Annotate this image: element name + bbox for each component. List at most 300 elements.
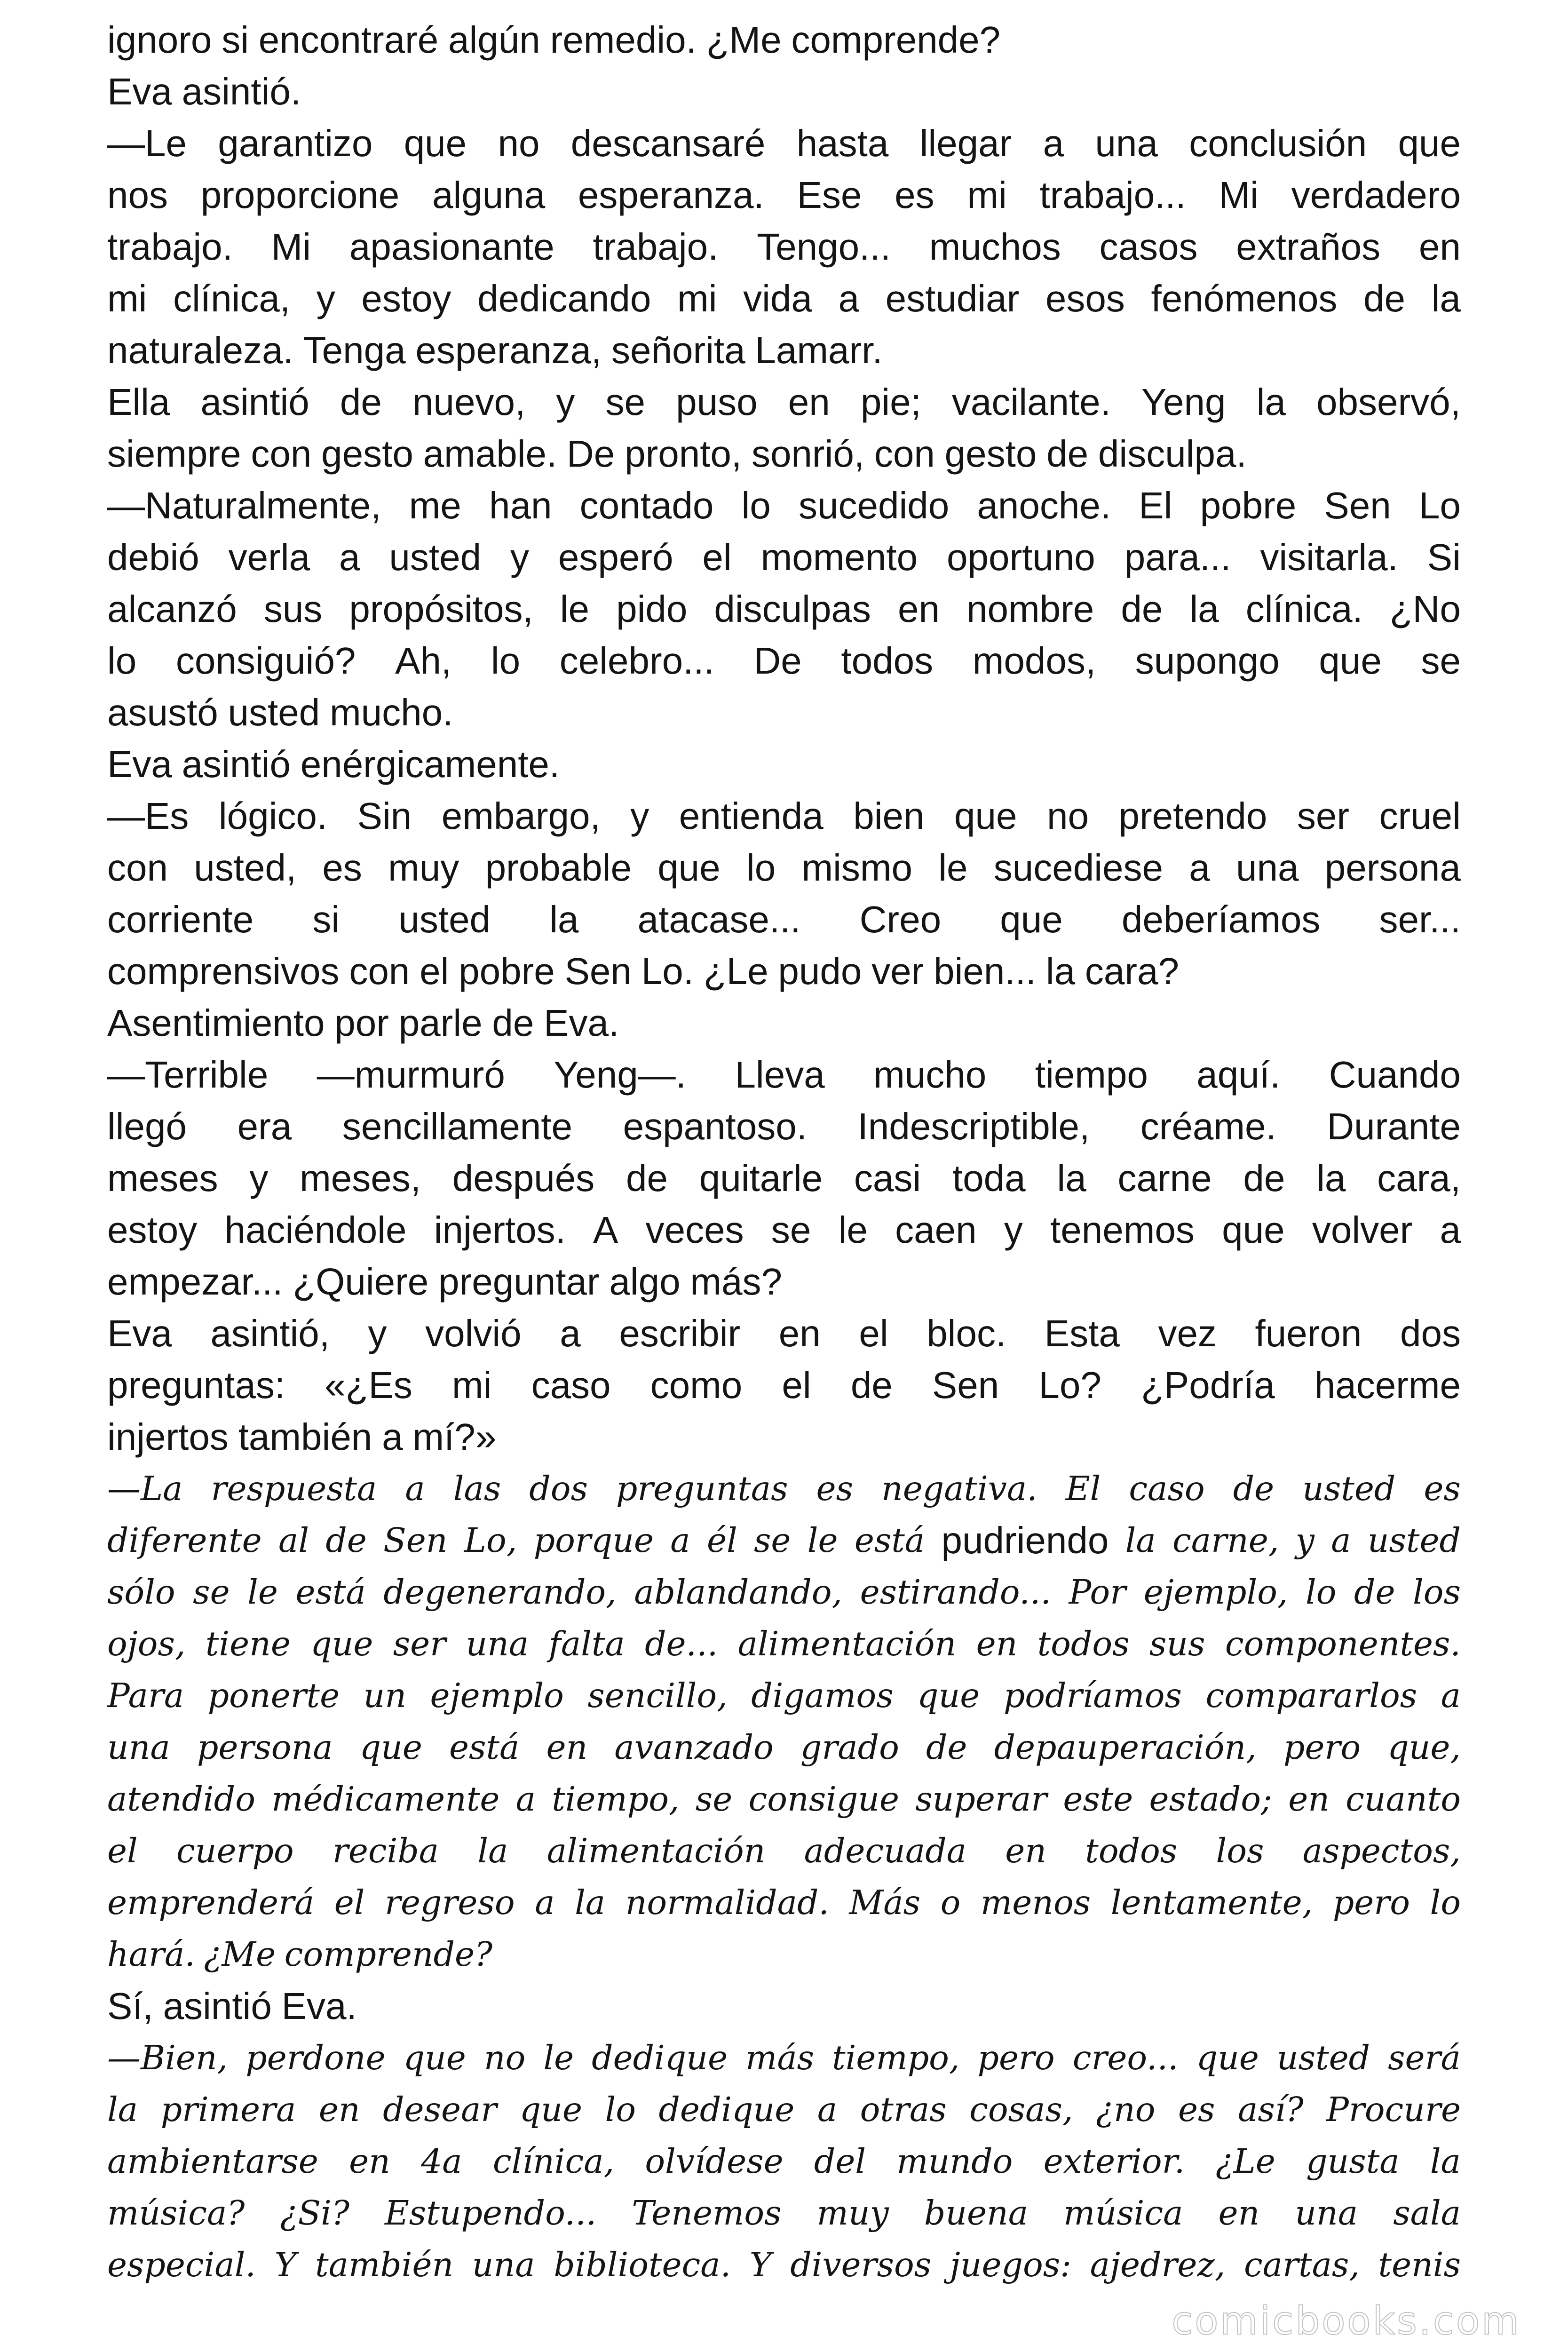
text-line xyxy=(107,2187,1461,2239)
word: De xyxy=(753,640,802,682)
text-line xyxy=(107,1515,1461,1566)
word: de xyxy=(926,1728,967,1767)
word: de xyxy=(1233,1469,1275,1508)
document-page xyxy=(107,14,1461,2291)
word: que xyxy=(1000,898,1063,940)
word: con xyxy=(251,433,312,475)
word: de xyxy=(492,1002,534,1044)
word: lógico. xyxy=(218,795,328,837)
word: El xyxy=(1139,485,1172,526)
word: bien... xyxy=(934,950,1037,992)
word: Eva. xyxy=(544,1002,619,1044)
word: o xyxy=(940,1883,961,1922)
word: normalidad. xyxy=(625,1883,829,1922)
text-line xyxy=(107,842,1461,894)
word: espantoso. xyxy=(623,1105,807,1147)
word: está xyxy=(854,1521,925,1560)
text-line xyxy=(107,946,1461,997)
word: Mi xyxy=(271,226,311,268)
text-line xyxy=(107,2032,1461,2084)
word: se xyxy=(753,1521,791,1560)
word: sucedido xyxy=(798,485,950,526)
word: muchos xyxy=(929,226,1061,268)
word: a xyxy=(339,536,360,578)
word: a xyxy=(560,1312,581,1354)
word: estoy xyxy=(361,278,451,319)
word: alimentación xyxy=(546,1831,766,1870)
word: reciba xyxy=(332,1831,439,1870)
text-line xyxy=(107,583,1461,635)
word: este xyxy=(1063,1780,1133,1819)
word: aquí. xyxy=(1196,1054,1281,1096)
word: volver xyxy=(1312,1209,1413,1251)
word: algo xyxy=(609,1261,681,1303)
word: que xyxy=(917,1676,980,1715)
word: Tengo... xyxy=(757,226,891,268)
word: De xyxy=(567,433,615,475)
word: falta xyxy=(548,1624,625,1663)
word: ver xyxy=(871,950,924,992)
word: llegar xyxy=(919,122,1012,164)
word: le xyxy=(247,1573,278,1612)
word: de xyxy=(1354,1573,1395,1612)
word: y xyxy=(510,536,529,578)
word: Eva. xyxy=(281,1985,357,2027)
text-line xyxy=(107,894,1461,946)
word: el xyxy=(782,1364,811,1406)
word: casos xyxy=(1099,226,1198,268)
word: a xyxy=(382,1416,403,1458)
word: en xyxy=(349,2142,390,2181)
word: tiempo, xyxy=(832,2038,960,2077)
word: de... xyxy=(645,1624,718,1663)
word: una xyxy=(1095,122,1158,164)
word: y xyxy=(1295,1521,1315,1560)
word: es xyxy=(1424,1469,1461,1508)
text-line xyxy=(107,532,1461,583)
text-line xyxy=(107,2136,1461,2187)
word: trabajo. xyxy=(107,226,233,268)
word: consiguió? xyxy=(175,640,356,682)
word: está xyxy=(449,1728,520,1767)
word: lo xyxy=(107,640,137,682)
word: a xyxy=(515,1780,536,1819)
word: pudo xyxy=(778,950,862,992)
word: le xyxy=(560,588,590,630)
text-line xyxy=(107,790,1461,842)
word: Eva xyxy=(107,1312,172,1354)
word: supongo xyxy=(1135,640,1280,682)
word: Ah, xyxy=(395,640,452,682)
word: una xyxy=(1295,2193,1358,2233)
word: todos xyxy=(1037,1624,1130,1663)
word: parle xyxy=(398,1002,483,1044)
word: usted xyxy=(1302,1469,1396,1508)
word: si xyxy=(222,19,249,61)
word: Eva xyxy=(107,71,172,112)
word: pero xyxy=(1332,1883,1410,1922)
word: remedio. xyxy=(550,19,697,61)
word: después xyxy=(452,1157,595,1199)
word: extraños xyxy=(1236,226,1381,268)
word: médicamente xyxy=(271,1780,500,1819)
word: créame. xyxy=(1140,1105,1276,1147)
word: «¿Es xyxy=(325,1364,412,1406)
word: comprende? xyxy=(284,1935,493,1974)
word: fenómenos xyxy=(1151,278,1338,319)
word: que xyxy=(310,1624,373,1663)
word: mucho. xyxy=(330,691,453,733)
word: tiempo, xyxy=(552,1780,680,1819)
word: carne, xyxy=(1172,1521,1279,1560)
word: naturaleza. xyxy=(107,329,293,371)
word: usted xyxy=(1367,1521,1461,1560)
word: disculpas xyxy=(714,588,871,630)
word: cuanto xyxy=(1346,1780,1461,1819)
word: Cuando xyxy=(1329,1054,1461,1096)
word: depauperación, xyxy=(994,1728,1257,1767)
word: ponerte xyxy=(207,1676,340,1715)
word: asintió xyxy=(163,1985,272,2027)
word: observó, xyxy=(1316,381,1461,423)
word: la xyxy=(1431,278,1461,319)
word: Yeng xyxy=(1141,381,1226,423)
word: es xyxy=(895,174,934,216)
word: le xyxy=(838,1209,868,1251)
text-line xyxy=(107,1256,1461,1308)
text-line xyxy=(107,1618,1461,1670)
word: ajedrez, xyxy=(1090,2245,1226,2284)
word: se xyxy=(605,381,645,423)
word: clínica. xyxy=(1245,588,1363,630)
word: usted, xyxy=(194,847,297,889)
word: a xyxy=(1331,1521,1351,1560)
word: y xyxy=(368,1312,387,1354)
word: carne xyxy=(1117,1157,1212,1199)
word: Esta xyxy=(1044,1312,1120,1354)
text-line xyxy=(107,739,1461,790)
word: Lo, xyxy=(464,1521,517,1560)
word: del xyxy=(814,2142,866,2181)
text-line xyxy=(107,1463,1461,1515)
word: bloc. xyxy=(927,1312,1006,1354)
word: usted xyxy=(398,898,491,940)
word: —La xyxy=(107,1469,183,1508)
word: —Le xyxy=(107,122,187,164)
word: a xyxy=(817,2090,838,2129)
word: Lo? xyxy=(1038,1364,1101,1406)
word: le xyxy=(807,1521,838,1560)
word: Asentimiento xyxy=(107,1002,325,1044)
word: por xyxy=(334,1002,389,1044)
word: verla xyxy=(228,536,310,578)
word: Ese xyxy=(797,174,862,216)
word: componentes. xyxy=(1225,1624,1461,1663)
word: pero xyxy=(977,2038,1055,2077)
word: se xyxy=(193,1573,230,1612)
word: momento xyxy=(760,536,918,578)
word: él xyxy=(706,1521,737,1560)
word: diversos xyxy=(790,2245,932,2284)
word: pobre xyxy=(459,950,555,992)
word: trabajo... xyxy=(1039,174,1186,216)
word: estirando... xyxy=(860,1573,1051,1612)
text-line xyxy=(107,376,1461,428)
word: lo xyxy=(1430,1883,1461,1922)
text-line xyxy=(107,1204,1461,1256)
word: una xyxy=(472,2245,535,2284)
word: lo xyxy=(746,847,776,889)
word: a xyxy=(1440,1209,1461,1251)
word: respuesta xyxy=(211,1469,377,1508)
word: una xyxy=(466,1624,529,1663)
word: de xyxy=(1363,278,1405,319)
word: bien xyxy=(853,795,925,837)
word: dos xyxy=(529,1469,588,1508)
word: tenis xyxy=(1378,2245,1461,2284)
word: usted xyxy=(1276,2038,1370,2077)
word: —Bien, xyxy=(107,2038,228,2077)
word: contado xyxy=(579,485,714,526)
word: mucho xyxy=(873,1054,987,1096)
word: Procure xyxy=(1326,2090,1461,2129)
word: Lleva xyxy=(735,1054,825,1096)
word: no xyxy=(498,122,540,164)
word: esperanza, xyxy=(415,329,602,371)
word: me xyxy=(409,485,461,526)
word: Lo xyxy=(1418,485,1461,526)
word: hasta xyxy=(796,122,889,164)
word: el xyxy=(107,1831,138,1870)
text-line xyxy=(107,1877,1461,1929)
word: esos xyxy=(1045,278,1125,319)
word: caso xyxy=(531,1364,611,1406)
word: también xyxy=(315,2245,454,2284)
word: consigue xyxy=(748,1780,900,1819)
word: pero xyxy=(1283,1728,1361,1767)
word: con xyxy=(349,950,410,992)
word: y xyxy=(1004,1209,1023,1251)
word: en xyxy=(1288,1780,1330,1819)
word: siempre xyxy=(107,433,241,475)
word: enérgicamente. xyxy=(300,743,560,785)
text-line xyxy=(107,1825,1461,1877)
word: el xyxy=(420,950,449,992)
word: en xyxy=(546,1728,588,1767)
word: volvió xyxy=(425,1312,522,1354)
word: diferente xyxy=(107,1521,262,1560)
word: compararlos xyxy=(1205,1676,1418,1715)
word: modos, xyxy=(972,640,1096,682)
word: cruel xyxy=(1379,795,1461,837)
word: injertos. xyxy=(434,1209,566,1251)
word: ignoro xyxy=(107,19,212,61)
word: asintió, xyxy=(210,1312,330,1354)
word: tiene xyxy=(205,1624,291,1663)
word: que, xyxy=(1387,1728,1461,1767)
word: que xyxy=(403,2038,466,2077)
text-line xyxy=(107,1411,1461,1463)
word: oportuno xyxy=(946,536,1095,578)
word: ¿no xyxy=(1095,2090,1156,2129)
word: casi xyxy=(854,1157,921,1199)
word: Yeng—. xyxy=(554,1054,686,1096)
word: ser xyxy=(393,1624,446,1663)
word: está xyxy=(295,1573,366,1612)
word: Y xyxy=(274,2245,297,2284)
word: que xyxy=(519,2090,582,2129)
text-line xyxy=(107,480,1461,532)
word: tiempo xyxy=(1035,1054,1148,1096)
word: que xyxy=(1196,2038,1259,2077)
word: en xyxy=(1418,226,1461,268)
word: que xyxy=(359,1728,422,1767)
word: escribir xyxy=(619,1312,741,1354)
word: dedique xyxy=(592,2038,728,2077)
word: mí?» xyxy=(412,1416,497,1458)
word: 4a xyxy=(421,2142,462,2181)
word: puso xyxy=(676,381,758,423)
text-line xyxy=(107,1049,1461,1101)
word: podríamos xyxy=(1003,1676,1182,1715)
word: en xyxy=(976,1624,1018,1663)
word: dedicando xyxy=(477,278,651,319)
word: Si xyxy=(1427,536,1461,578)
word: de xyxy=(340,381,382,423)
word: Creo xyxy=(859,898,942,940)
text-line xyxy=(107,1566,1461,1618)
word: la xyxy=(1189,588,1219,630)
word: avanzado xyxy=(614,1728,774,1767)
text-line xyxy=(107,1980,1461,2032)
word: cara? xyxy=(1085,950,1179,992)
word: creo... xyxy=(1072,2038,1179,2077)
text-line xyxy=(107,1308,1461,1359)
text-line xyxy=(107,2084,1461,2136)
word: ¿Podría xyxy=(1141,1364,1275,1406)
word: lentamente, xyxy=(1110,1883,1313,1922)
word: alcanzó xyxy=(107,588,237,630)
word: especial. xyxy=(107,2245,256,2284)
word: gesto xyxy=(321,433,413,475)
text-line xyxy=(107,1152,1461,1204)
word: ¿Me xyxy=(706,19,782,61)
word: Para xyxy=(107,1676,184,1715)
word: usted xyxy=(228,691,320,733)
word: embargo, xyxy=(441,795,601,837)
word: Sen xyxy=(564,950,632,992)
word: regreso xyxy=(385,1883,515,1922)
word: pudriendo xyxy=(941,1519,1109,1561)
word: desear xyxy=(383,2090,497,2129)
word: alimentación xyxy=(737,1624,957,1663)
word: mi xyxy=(452,1364,492,1406)
text-line xyxy=(107,325,1461,376)
word: de xyxy=(1243,1157,1285,1199)
word: es xyxy=(322,847,362,889)
word: pido xyxy=(616,588,688,630)
word: gusta xyxy=(1306,2142,1400,2181)
word: en xyxy=(897,588,940,630)
word: llegó xyxy=(107,1105,187,1147)
word: el xyxy=(702,536,732,578)
word: sus xyxy=(1149,1624,1205,1663)
word: los xyxy=(1216,1831,1264,1870)
word: esperanza. xyxy=(578,174,764,216)
word: de xyxy=(626,1157,668,1199)
word: vacilante. xyxy=(951,381,1111,423)
word: mi xyxy=(967,174,1007,216)
word: mismo xyxy=(801,847,912,889)
word: alguna xyxy=(432,174,546,216)
word: ejemplo, xyxy=(1143,1573,1288,1612)
word: Sí, xyxy=(107,1985,153,2027)
word: los xyxy=(1413,1573,1461,1612)
word: que xyxy=(1222,1209,1285,1251)
word: toda xyxy=(952,1157,1026,1199)
word: garantizo xyxy=(218,122,373,164)
text-line xyxy=(107,118,1461,169)
text-line xyxy=(107,428,1461,480)
word: esperó xyxy=(558,536,673,578)
word: entienda xyxy=(679,795,824,837)
word: amable. xyxy=(423,433,557,475)
word: más? xyxy=(690,1261,783,1303)
word: ¿No xyxy=(1389,588,1461,630)
word: disculpa. xyxy=(1098,433,1247,475)
word: biblioteca. xyxy=(554,2245,731,2284)
word: —Terrible xyxy=(107,1054,269,1096)
word: Eva xyxy=(107,743,172,785)
word: preguntar xyxy=(438,1261,600,1303)
word: el xyxy=(334,1883,365,1922)
word: asintió. xyxy=(182,71,301,112)
word: es xyxy=(1178,2090,1215,2129)
word: meses xyxy=(107,1157,218,1199)
word: vez xyxy=(1158,1312,1217,1354)
word: un xyxy=(363,1676,407,1715)
word: la xyxy=(575,1883,606,1922)
word: Lamarr. xyxy=(755,329,883,371)
word: a xyxy=(1189,847,1210,889)
word: El xyxy=(1065,1469,1101,1508)
word: vida xyxy=(743,278,812,319)
word: se xyxy=(771,1209,811,1251)
word: comprensivos xyxy=(107,950,340,992)
word: trabajo. xyxy=(593,226,719,268)
text-line xyxy=(107,1359,1461,1411)
word: lo xyxy=(741,485,771,526)
word: degenerando, xyxy=(383,1573,617,1612)
word: a xyxy=(1043,122,1064,164)
word: la xyxy=(477,1831,508,1870)
word: porque xyxy=(533,1521,654,1560)
word: nombre xyxy=(966,588,1094,630)
word: corriente xyxy=(107,898,254,940)
word: Y xyxy=(749,2245,772,2284)
word: encontraré xyxy=(258,19,439,61)
word: usted xyxy=(389,536,482,578)
word: tenemos xyxy=(1050,1209,1195,1251)
word: a xyxy=(405,1469,425,1508)
word: cuerpo xyxy=(176,1831,294,1870)
word: mi xyxy=(107,278,147,319)
word: verdadero xyxy=(1291,174,1461,216)
text-line xyxy=(107,273,1461,325)
word: quitarle xyxy=(699,1157,823,1199)
word: para... xyxy=(1124,536,1231,578)
word: la xyxy=(549,898,579,940)
